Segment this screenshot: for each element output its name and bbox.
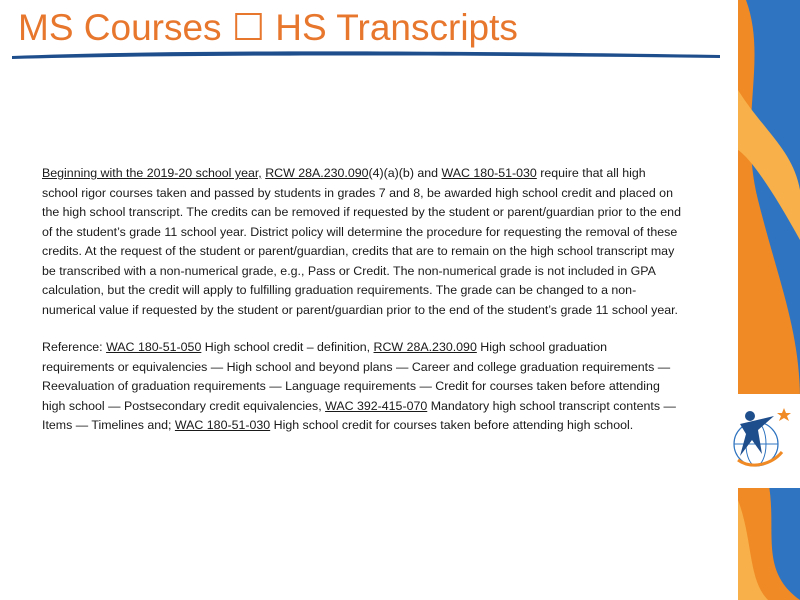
logo-icon — [718, 394, 800, 488]
reference-text-3: Mandatory high school transcript contents — Items — Timelines and; — [42, 398, 676, 432]
paragraph-references — [42, 338, 682, 436]
reference-link-2[interactable]: RCW 28A.230.090 — [373, 340, 477, 354]
wac-link[interactable]: WAC 180-51-030 — [441, 166, 537, 180]
slide-title: MS Courses ☐ HS Transcripts — [18, 7, 518, 48]
paragraph1-text-a: (4)(a)(b) and — [368, 166, 442, 180]
reference-link-1[interactable]: WAC 180-51-050 — [106, 340, 202, 354]
rcw-link[interactable]: RCW 28A.230.090 — [265, 166, 369, 180]
paragraph1-text-b: require that all high school rigor courses taken and passed by students in grades 7 and 8, be awarded high school credit and placed on the high school transcript. The credits can be removed if requested by the student or parent/guardian prior to the end of the student’s grade 11 school year. District policy will determine the procedure for requesting the removal of these credits. At the request of the student or parent/guardian, credits that are to remain on the high school transcript may be transcribed with a non-numerical grade, e.g., Pass or Credit. The non-numerical grade is not included in GPA calculation, but the credit will apply to fulfilling graduation requirements. The grade can be changed to a non-numerical value if requested by the student or parent/guardian prior to the end of the student’s grade 11 school year. — [42, 166, 681, 317]
reference-text-2: High school graduation requirements or equivalencies — High school and beyond plans — Career and college graduation requirements — Reevaluation of graduation requirements — Language requirements — Credit for courses taken before attending high school — Postsecondary credit equivalencies, — [42, 340, 671, 413]
title-underline-swoosh — [12, 48, 720, 62]
reference-text-1: High school credit – definition, — [201, 340, 374, 354]
reference-text-4: High school credit for courses taken before attending high school. — [270, 418, 634, 432]
reference-label: Reference: — [42, 340, 107, 354]
reference-link-3[interactable]: WAC 392-415-070 — [325, 398, 428, 413]
paragraph-transcript-policy — [42, 164, 682, 320]
logo-panel — [718, 394, 800, 488]
reference-link-4[interactable]: WAC 180-51-030 — [174, 418, 271, 432]
school-year-link[interactable]: Beginning with the 2019-20 school year, — [42, 166, 262, 180]
decorative-side-band — [738, 0, 800, 600]
slide-body — [42, 164, 682, 454]
